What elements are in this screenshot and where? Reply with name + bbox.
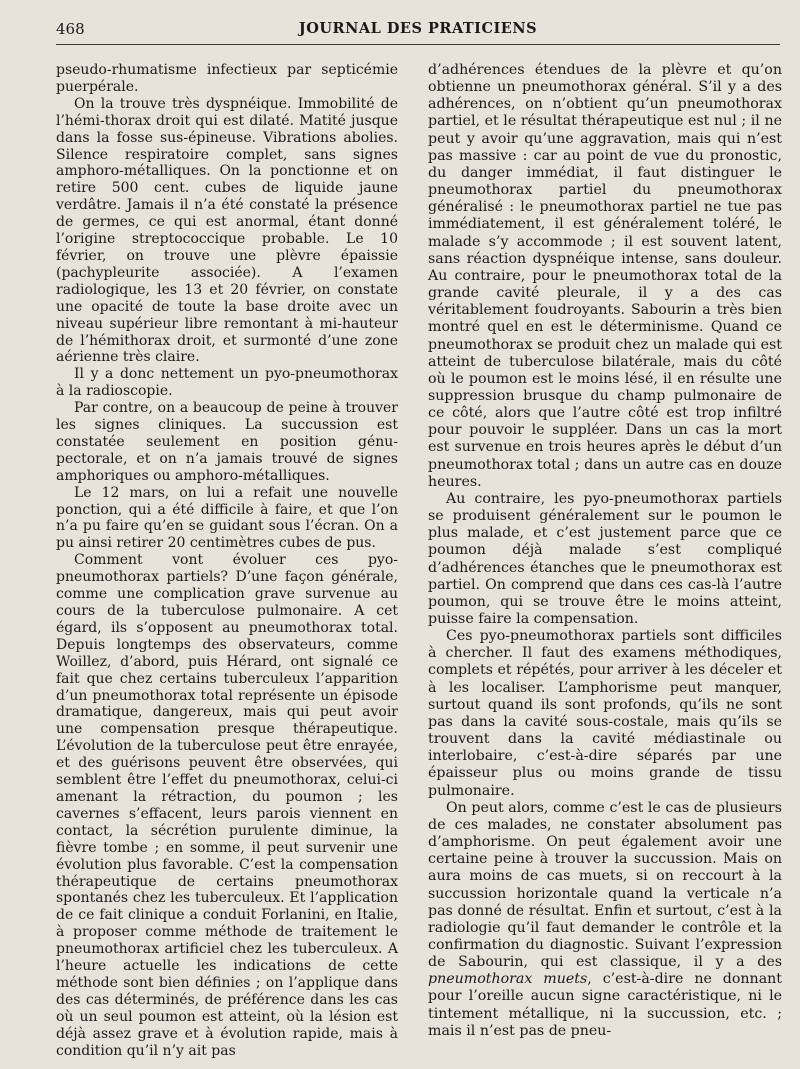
- paragraph: Le 12 mars, on lui a refait une nouvelle ponction, qui a été difficile à faire, et que l’on n’a pu faire qu’en se guidant sous l’écran. On a pu ainsi retirer 20 centimètres cubes de pus.: [56, 484, 398, 552]
- paragraph: d’adhérences étendues de la plèvre et qu’on obtienne un pneumothorax général. S’il y a des adhérences, on n’obtient qu’un pneumothorax partiel, et le résultat thérapeutique est nul ; il ne peut y avoir qu’une aggravation, mais qui n’est pas massive : car au point de vue du pronostic, du danger immédiat, il faut distinguer le pneumothorax partiel du pneumothorax généralisé : le pneumothorax partiel ne tue pas immédiatement, il est généralement toléré, le malade s’y accommode ; il est souvent latent, sans réaction dyspnéique intense, sans douleur. Au contraire, pour le pneumothorax total de la grande cavité pleurale, il y a des cas véritablement foudroyants. Sabourin a très bien montré quel en est le déterminisme. Quand ce pneumothorax se produit chez un malade qui est atteint de tuberculose bilatérale, mais du côté où le poumon est le moins lésé, il en résulte une suppression brusque du champ pulmonaire de ce côté, alors que l’autre côté est trop infiltré pour pouvoir le suppléer. Dans un cas la mort est survenue en trois heures après le début d’un pneumothorax total ; dans un autre cas en douze heures.: [428, 62, 782, 490]
- journal-title: JOURNAL DES PRATICIENS: [298, 20, 538, 37]
- paragraph: Il y a donc nettement un pyo-pneumothorax à la radioscopie.: [56, 366, 398, 400]
- left-column: [56, 62, 398, 1059]
- page-header: [56, 18, 780, 45]
- paragraph: Au contraire, les pyo-pneumothorax partiels se produisent généralement sur le poumon le plus malade, et c’est justement parce que ce poumon déjà malade s’est compliqué d’adhérences étanches que le pneumothorax est partiel. On comprend que dans ces cas-là l’autre poumon, qui se trouve être le moins atteint, puisse faire la compensation.: [428, 490, 782, 627]
- italic-term: pneumothorax muets: [428, 971, 588, 988]
- right-column: [428, 62, 782, 1040]
- paragraph-text: On peut alors, comme c’est le cas de plusieurs de ces malades, ne constater absolument pas d’amphorisme. On peut également avoir une certaine peine à trouver la succussion. Mais on aura moins de cas muets, si on reccourt à la succussion horizontale quand la verticale n’a pas donné de résultat. Enfin et surtout, c’est à la radiologie qu’il faut demander le contrôle et la confirmation du diagnostic. Suivant l’expression de Sabourin, qui est classique, il y a des: [428, 799, 782, 971]
- paragraph: On la trouve très dyspnéique. Immobilité de l’hémi-thorax droit qui est dilaté. Matité jusque dans la fosse sus-épineuse. Vibrations abolies. Silence respiratoire complet, sans signes amphoro-métalliques. On la ponctionne et on retire 500 cent. cubes de liquide jaune verdâtre. Jamais il n’a été constaté la présence de germes, ce qui est anormal, étant donné l’origine streptococcique probable. Le 10 février, on trouve une plèvre épaissie (pachypleurite associée). A l’examen radiologique, les 13 et 20 février, on constate une opacité de toute la base droite avec un niveau supérieur libre remontant à mi-hauteur de l’hémithorax droit, et surmonté d’une zone aérienne très claire.: [56, 95, 398, 366]
- paragraph: Ces pyo-pneumothorax partiels sont difficiles à chercher. Il faut des examens méthodiques, complets et répétés, pour arriver à les déceler et à les localiser. L’amphorisme peut manquer, surtout quand ils sont profonds, qu’ils ne sont pas dans la cavité sous-costale, mais qu’ils se trouvent dans la cavité médiastinale ou interlobaire, c’est-à-dire séparés par une épaisseur plus ou moins grande de tissu pulmonaire.: [428, 628, 782, 799]
- paragraph: Comment vont évoluer ces pyo-pneumothorax partiels? D’une façon générale, comme une complication grave survenue au cours de la tuberculose pulmonaire. A cet égard, ils s’opposent au pneumothorax total. Depuis longtemps des observateurs, comme Woillez, d’abord, puis Hérard, ont signalé ce fait que chez certains tuberculeux l’apparition d’un pneumothorax total représente un épisode dramatique, dangereux, mais qui peut avoir une compensation presque thérapeutique. L’évolution de la tuberculose peut être enrayée, et des guérisons peuvent être observées, qui semblent être l’effet du pneumothorax, celui-ci amenant la rétraction, du poumon ; les cavernes s’effacent, leurs parois viennent en contact, la sécrétion purulente diminue, la fièvre tombe ; en somme, il peut survenir une évolution plus favorable. C’est la compensation thérapeutique de certains pneumothorax spontanés chez les tuberculeux. Et l’application de ce fait clinique a conduit Forlanini, en Italie, à proposer comme méthode de traitement le pneumothorax artificiel chez les tuberculeux. A l’heure actuelle les indications de cette méthode sont bien définies ; on l’applique dans des cas déterminés, de préférence dans les cas où un seul poumon est atteint, où la lésion est déjà assez grave et à évolution rapide, mais à condition qu’il n’y ait pas: [56, 552, 398, 1059]
- paragraph: [428, 800, 782, 1040]
- page-number: 468: [56, 20, 85, 38]
- paragraph: Par contre, on a beaucoup de peine à trouver les signes cliniques. La succussion est constatée seulement en position génu-pectorale, et on n’a jamais trouvé de signes amphoriques ou amphoro-métalliques.: [56, 400, 398, 484]
- paragraph-text: , c’est-à-dire ne donnant pour l’oreille aucun signe caractéristique, ni le tintement métallique, ni la succussion, etc. ; mais il n’est pas de pneu-: [428, 971, 782, 1039]
- paragraph: pseudo-rhumatisme infectieux par septicémie puerpérale.: [56, 62, 398, 95]
